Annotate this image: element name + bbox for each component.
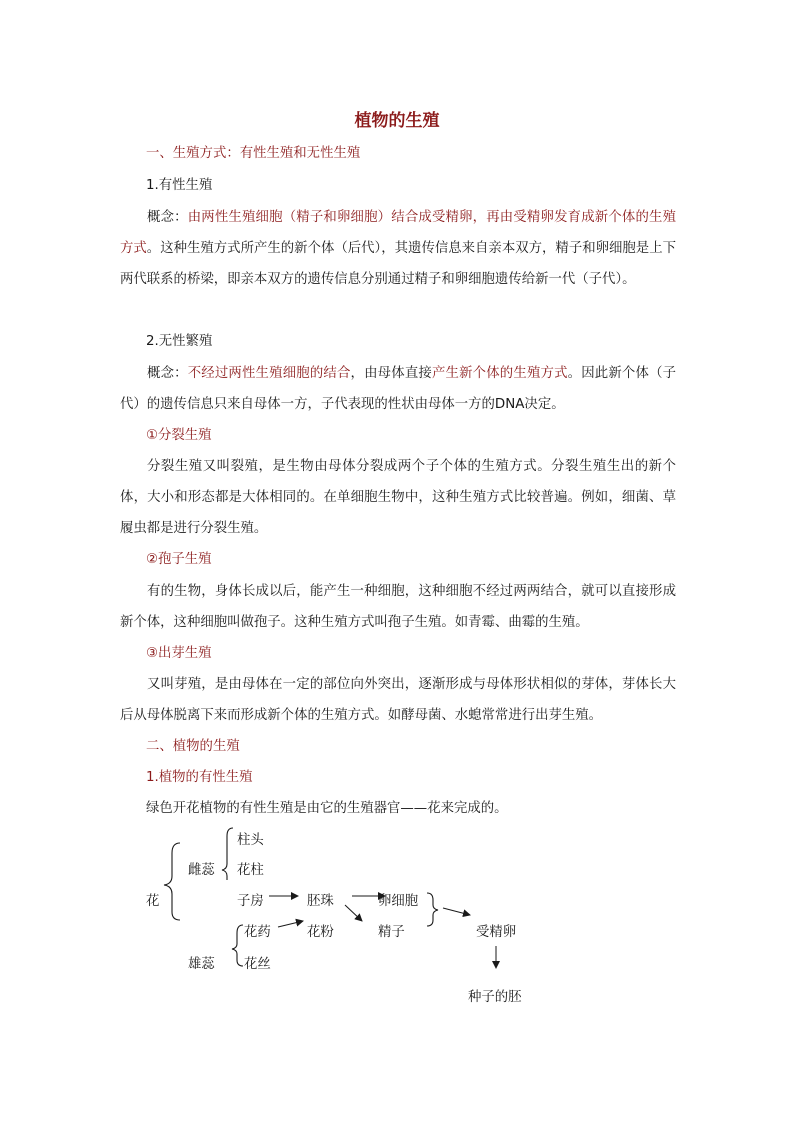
anther-label: 花药 <box>244 925 271 940</box>
pistil-brace <box>222 828 233 880</box>
flower-label: 花 <box>146 894 160 909</box>
concept-definition: 由两性生殖细胞（精子和卵细胞）结合成受精卵，再由受精卵发育成新个体的生殖方式 <box>120 210 677 256</box>
style-label: 花柱 <box>237 863 264 878</box>
zygote-label: 受精卵 <box>476 925 517 940</box>
concept-definition-part1: 不经过两性生殖细胞的结合 <box>187 366 351 381</box>
asexual-concept-paragraph <box>120 358 676 420</box>
stigma-label: 柱头 <box>237 833 264 848</box>
arrow-ovule-to-sperm <box>345 905 362 921</box>
seed-embryo-label: 种子的胚 <box>468 990 522 1005</box>
fission-heading: ①分裂生殖 <box>146 428 212 443</box>
flower-brace <box>164 843 180 920</box>
egg-brace <box>427 893 438 926</box>
arrow-anther-to-pollen <box>278 921 303 927</box>
filament-label: 花丝 <box>244 957 271 972</box>
page-title: 植物的生殖 <box>354 111 440 131</box>
plant-sexual-intro: 绿色开花植物的有性生殖是由它的生殖器官——花来完成的。 <box>146 801 508 816</box>
ovule-label: 胚珠 <box>307 894 334 909</box>
budding-heading: ③出芽生殖 <box>146 646 212 661</box>
concept-explanation: 。因此新个体（子代）的遗传信息只来自母体一方，子代表现的性状由母体一方的DNA决定。 <box>120 366 677 412</box>
concept-definition-part2: 产生新个体的生殖方式 <box>431 366 568 381</box>
section-2-heading: 二、植物的生殖 <box>146 739 240 754</box>
concept-label: 概念： <box>147 366 188 381</box>
sexual-concept-paragraph <box>120 202 676 295</box>
egg-cell-label: 卵细胞 <box>378 894 419 909</box>
concept-label: 概念： <box>147 210 188 225</box>
spore-paragraph: 有的生物，身体长成以后，能产生一种细胞，这种细胞不经过两两结合，就可以直接形成新个体，这种细胞叫做孢子。这种生殖方式叫孢子生殖。如青霉、曲霉的生殖。 <box>120 584 676 630</box>
stamen-brace <box>232 925 243 966</box>
plant-sexual-heading: 1.植物的有性生殖 <box>146 770 253 785</box>
fission-paragraph: 分裂生殖又叫裂殖，是生物由母体分裂成两个子个体的生殖方式。分裂生殖生出的新个体，大小和形态都是大体相同的。在单细胞生物中，这种生殖方式比较普遍。例如，细菌、草履虫都是进行分裂生殖。 <box>120 459 676 536</box>
concept-middle: ，由母体直接 <box>350 366 432 381</box>
subsection-sexual-heading: 1.有性生殖 <box>146 178 213 193</box>
arrow-to-zygote <box>443 908 470 915</box>
pollen-label: 花粉 <box>307 925 334 940</box>
stamen-label: 雄蕊 <box>188 957 215 972</box>
pistil-label: 雌蕊 <box>188 863 215 878</box>
section-1-heading: 一、生殖方式：有性生殖和无性生殖 <box>146 146 361 161</box>
concept-explanation: 。这种生殖方式所产生的新个体（后代），其遗传信息来自亲本双方，精子和卵细胞是上下两代联系的桥梁，即亲本双方的遗传信息分别通过精子和卵细胞遗传给新一代（子代）。 <box>120 241 676 287</box>
spore-heading: ②孢子生殖 <box>146 552 212 567</box>
subsection-asexual-heading: 2.无性繁殖 <box>146 334 213 349</box>
sperm-label: 精子 <box>378 925 405 940</box>
ovary-label: 子房 <box>237 894 264 909</box>
budding-paragraph: 又叫芽殖，是由母体在一定的部位向外突出，逐渐形成与母体形状相似的芽体，芽体长大后从母体脱离下来而形成新个体的生殖方式。如酵母菌、水螅常常进行出芽生殖。 <box>120 677 676 723</box>
